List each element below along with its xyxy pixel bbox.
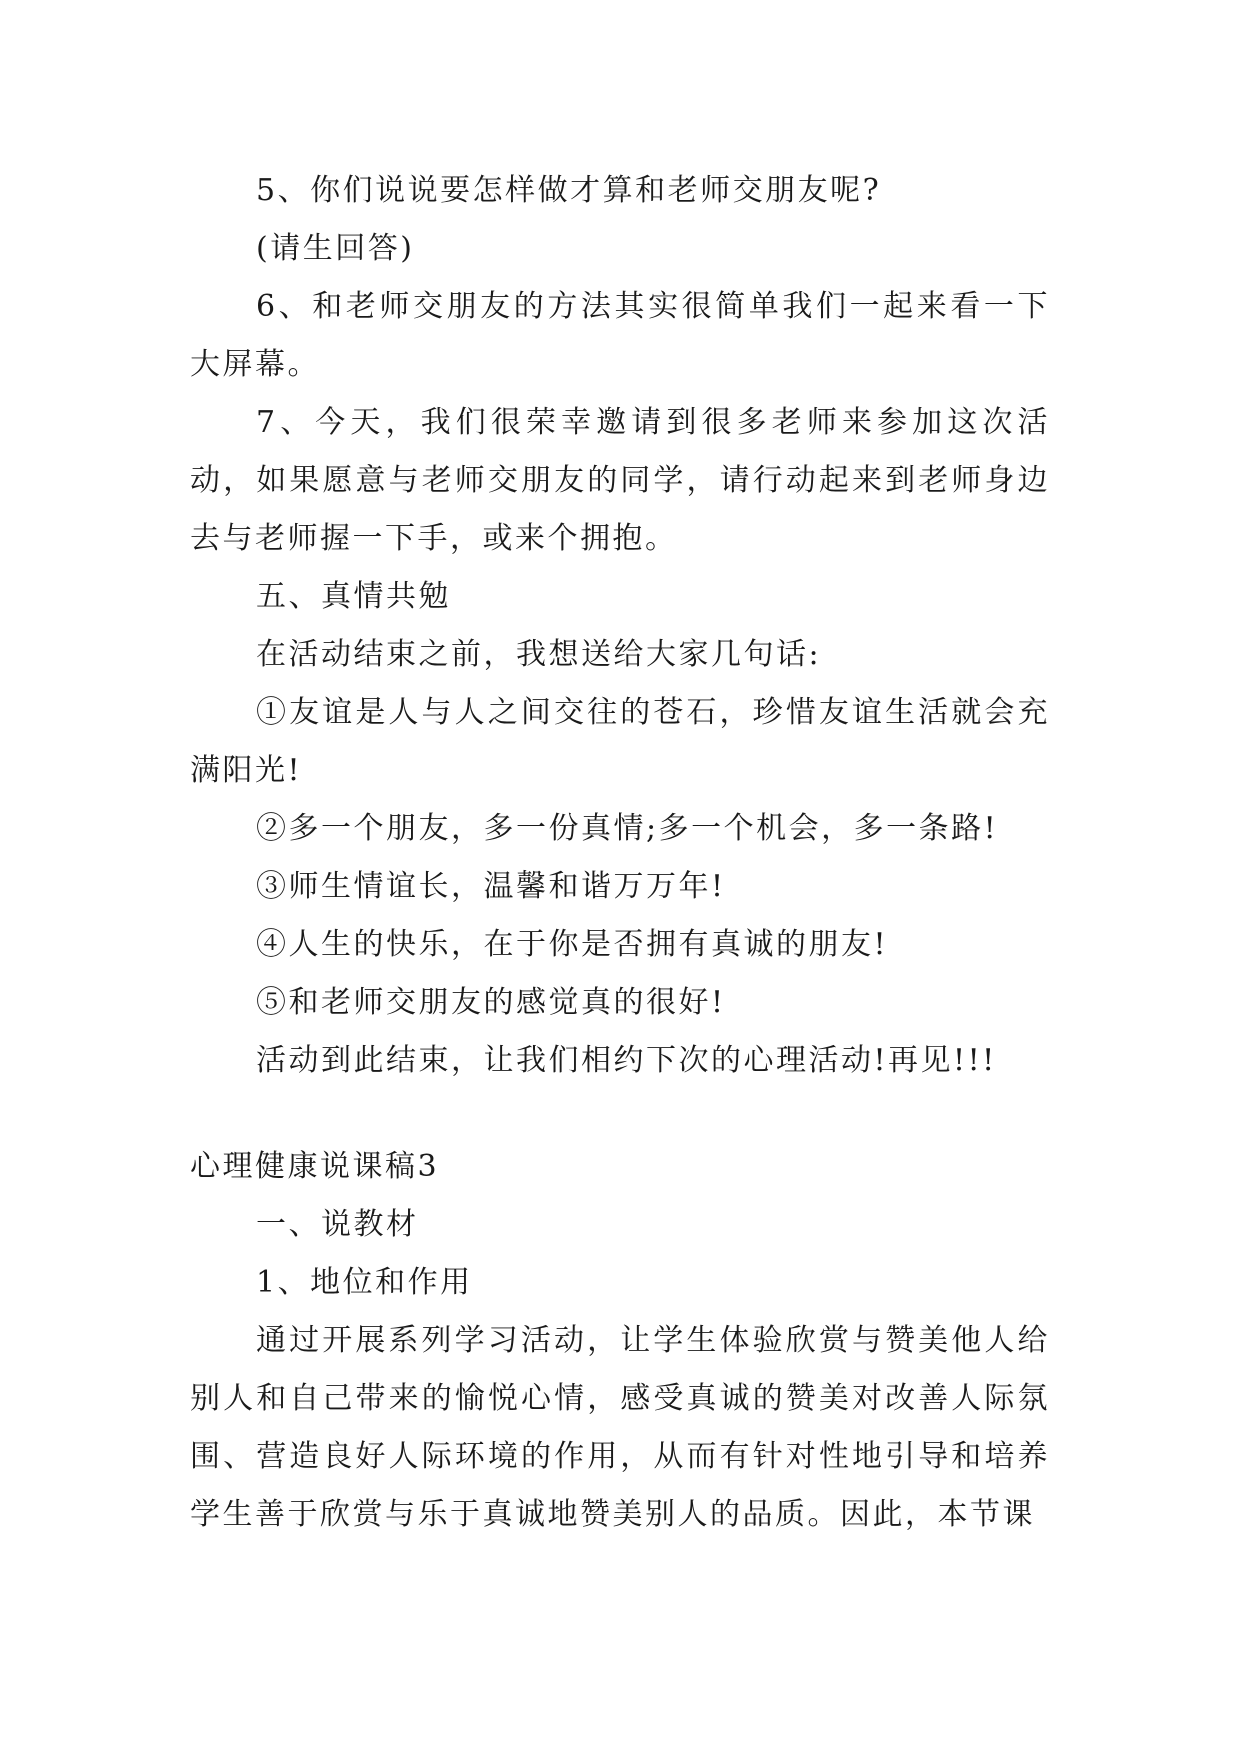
list-item: ①友谊是人与人之间交往的苍石，珍惜友谊生活就会充满阳光! [190, 695, 1050, 788]
paragraph: 通过开展系列学习活动，让学生体验欣赏与赞美他人给别人和自己带来的愉悦心情，感受真诚的赞美对改善人际氛围、营造良好人际环境的作用，从而有针对性地引导和培养学生善于欣赏与乐于真诚地赞美别人的品质。因此，本节课 [190, 1323, 1050, 1532]
section-heading: 一、说教材 [256, 1207, 419, 1242]
section-spacer [190, 1090, 1050, 1138]
subsection-heading: 1、地位和作用 [256, 1265, 473, 1300]
list-item: ⑤和老师交朋友的感觉真的很好! [256, 985, 726, 1020]
paragraph: (请生回答) [256, 231, 415, 266]
paragraph: 活动到此结束，让我们相约下次的心理活动!再见!!! [256, 1043, 997, 1078]
paragraph: 5、你们说说要怎样做才算和老师交朋友呢? [256, 173, 882, 208]
document-body [190, 162, 1050, 1544]
list-item: ③师生情谊长，温馨和谐万万年! [256, 869, 726, 904]
paragraph: 6、和老师交朋友的方法其实很简单我们一起来看一下大屏幕。 [190, 289, 1050, 382]
section-title: 心理健康说课稿3 [190, 1149, 440, 1184]
paragraph: 7、今天，我们很荣幸邀请到很多老师来参加这次活动，如果愿意与老师交朋友的同学，请行动起来到老师身边去与老师握一下手，或来个拥抱。 [190, 405, 1050, 556]
list-item: ④人生的快乐，在于你是否拥有真诚的朋友! [256, 927, 889, 962]
section-heading: 五、真情共勉 [256, 579, 451, 614]
list-item: ②多一个朋友，多一份真情;多一个机会，多一条路! [256, 811, 999, 846]
paragraph: 在活动结束之前，我想送给大家几句话: [256, 637, 822, 672]
